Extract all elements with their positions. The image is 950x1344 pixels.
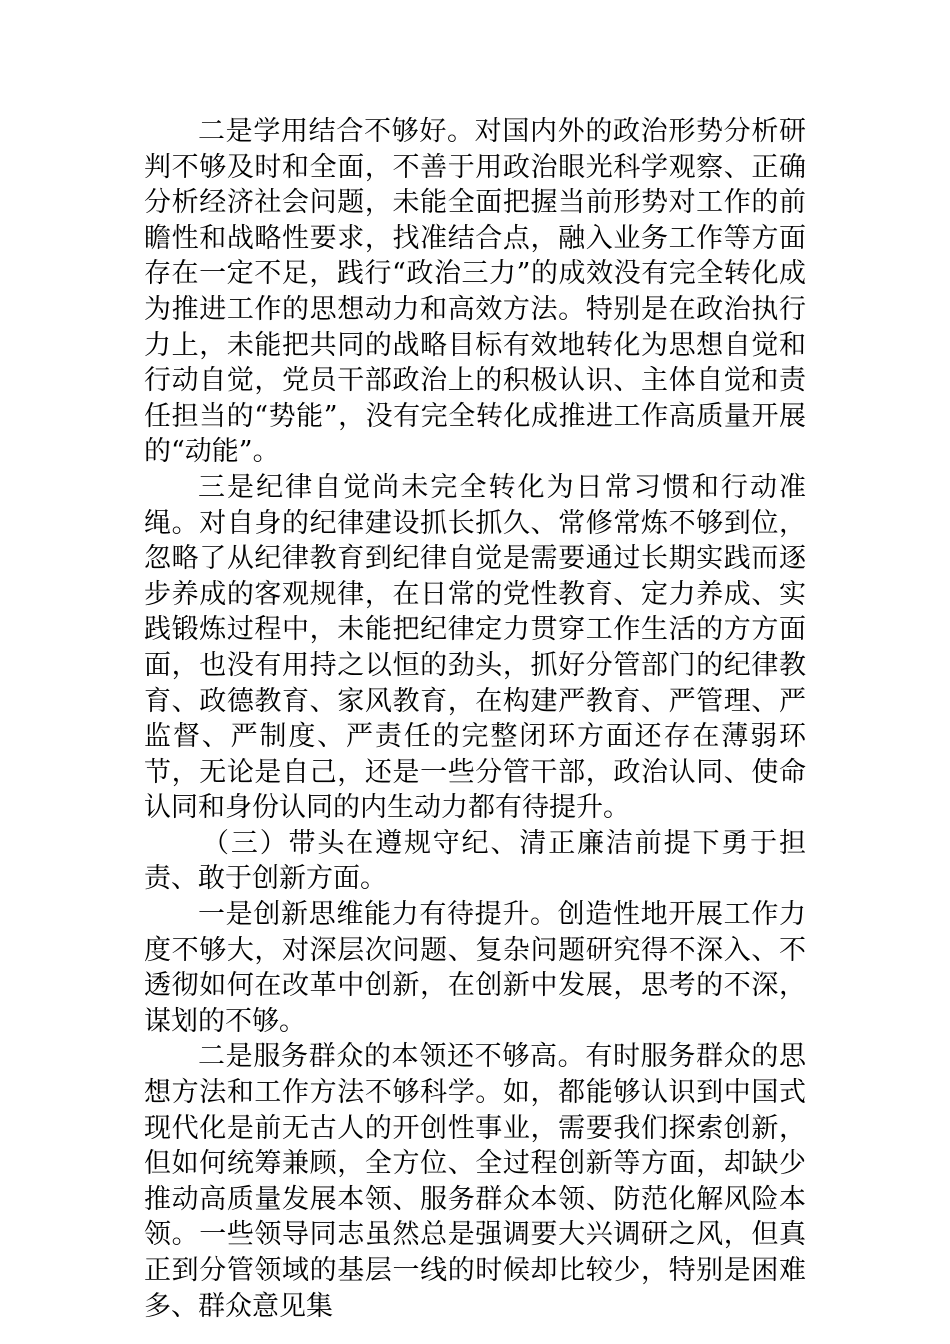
paragraph-innovation-thinking: 一是创新思维能力有待提升。创造性地开展工作力度不够大，对深层次问题、复杂问题研究得不深入、不透彻如何在改革中创新，在创新中发展，思考的不深，谋划的不够。 (144, 899, 806, 1037)
paragraph-discipline-habit: 三是纪律自觉尚未完全转化为日常习惯和行动准绳。对自身的纪律建设抓长抓久、常修常炼不够到位，忽略了从纪律教育到纪律自觉是需要通过长期实践而逐步养成的客观规律，在日常的党性教育、定力养成、实践锻炼过程中，未能把纪律定力贯穿工作生活的方方面面，也没有用持之以恒的劲头，抓好分管部门的纪律教育、政德教育、家风教育，在构建严教育、严管理、严监督、严制度、严责任的完整闭环方面还存在薄弱环节，无论是自己，还是一些分管干部，政治认同、使命认同和身份认同的内生动力都有待提升。 (144, 471, 806, 824)
paragraph-serving-masses: 二是服务群众的本领还不够高。有时服务群众的思想方法和工作方法不够科学。如，都能够认识到中国式现代化是前无古人的开创性事业，需要我们探索创新，但如何统筹兼顾，全方位、全过程创新等方面，却缺少推动高质量发展本领、服务群众本领、防范化解风险本领。一些领导同志虽然总是强调要大兴调研之风，但真正到分管领域的基层一线的时候却比较少，特别是困难多、群众意见集 (144, 1041, 806, 1322)
paragraph-study-application: 二是学用结合不够好。对国内外的政治形势分析研判不够及时和全面，不善于用政治眼光科学观察、正确分析经济社会问题，未能全面把握当前形势对工作的前瞻性和战略性要求，找准结合点，融入业务工作等方面存在一定不足，践行“政治三力”的成效没有完全转化成为推进工作的思想动力和高效方法。特别是在政治执行力上，未能把共同的战略目标有效地转化为思想自觉和行动自觉，党员干部政治上的积极认识、主体自觉和责任担当的“势能”，没有完全转化成推进工作高质量开展的“动能”。 (144, 116, 806, 468)
section-heading-3: （三）带头在遵规守纪、清正廉洁前提下勇于担责、敢于创新方面。 (144, 827, 806, 895)
document-body (144, 114, 806, 1324)
